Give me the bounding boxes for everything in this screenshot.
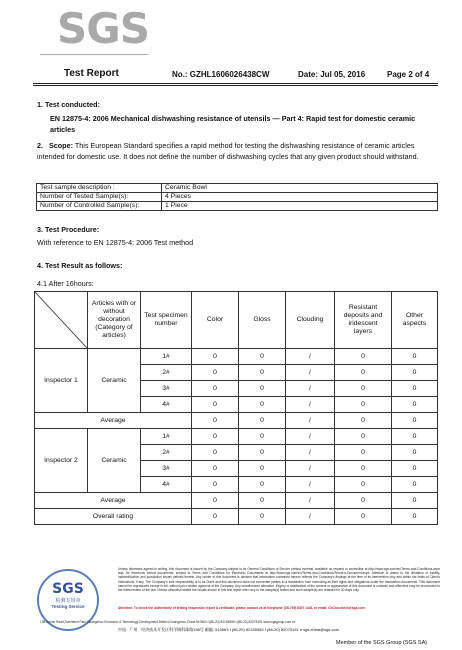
value-cell: 0: [192, 493, 239, 509]
average-row: [35, 493, 438, 509]
value-cell: 0: [335, 397, 392, 413]
value-cell: 0: [239, 477, 286, 493]
logo-underline: [40, 54, 148, 55]
value-cell: 0: [392, 381, 438, 397]
value-cell: 0: [239, 429, 286, 445]
section-2: [37, 141, 437, 162]
specimen-cell: 3#: [141, 381, 192, 397]
sgs-member-text: Member of the SGS Group (SGS SA): [336, 640, 428, 646]
col-header-clouding: Clouding: [286, 292, 335, 349]
value-cell: 0: [192, 461, 239, 477]
disclaimer-text: Unless otherwise agreed in writing, this document is issued by the Company subject to its General Conditions of Service printed overleaf, available on request or accessible at http://www.sgs.com/en/Terms-and-Conditions.aspx and, for electronic format documents, subject to Terms and Conditions for Electronic Documents at http://www.sgs.com/en/Terms-and-Conditions/Terms-e-Document.aspx. Attention is drawn to the limitation of liability, indemnification and jurisdiction issues defined therein. Any holder of this document is advised that information contained hereon reflects the Company's findings at the time of its intervention only and within the limits of Client's instructions, if any. The Company's sole responsibility is to its Client and this document does not exonerate parties to a transaction from exercising all their rights and obligations under the transaction documents. This document cannot be reproduced except in full, without prior written approval of the Company. Any unauthorized alteration, forgery or falsification of the content or appearance of this document is unlawful and offenders may be prosecuted to the fullest extent of the law. Unless otherwise stated the results shown in this test report refer only to the sample(s) tested and such sample(s) are retained for 30 days only.: [118, 567, 440, 593]
diagonal-line: [35, 292, 87, 348]
col-header-category: Articles with or without decoration (Category of articles): [88, 292, 141, 349]
report-title: Test Report: [64, 68, 119, 79]
seal-logo: SGS: [52, 581, 84, 597]
specimen-cell: 1#: [141, 429, 192, 445]
authenticity-notice: Attention: To check the authenticity of testing /inspection report & certificate, please contact us at telephone: (86-755) 8307 1443, or email: CN.Doccheck@sgs.com: [118, 606, 365, 610]
value-cell: /: [286, 349, 335, 365]
inspector-2-label: Inspector 2: [35, 429, 88, 493]
section-3-text: With reference to EN 12875-4: 2006 Test method: [37, 238, 194, 247]
value-cell: 0: [335, 461, 392, 477]
value-cell: 0: [392, 349, 438, 365]
value-cell: 0: [239, 509, 286, 525]
corner-cell: [35, 292, 88, 349]
value-cell: 0: [192, 381, 239, 397]
seal-cn-text: 检测专用章: [55, 598, 81, 604]
value-cell: 0: [335, 349, 392, 365]
value-cell: 0: [335, 509, 392, 525]
header-divider: [33, 83, 438, 84]
value-cell: 0: [335, 429, 392, 445]
value-cell: 0: [192, 365, 239, 381]
specimen-cell: 4#: [141, 397, 192, 413]
info-value: 1 Piece: [162, 202, 438, 211]
value-cell: 0: [392, 493, 438, 509]
value-cell: 0: [239, 381, 286, 397]
table-row: [35, 349, 438, 365]
value-cell: /: [286, 413, 335, 429]
value-cell: /: [286, 445, 335, 461]
value-cell: 0: [392, 477, 438, 493]
section-2-label: Scope:: [49, 141, 73, 150]
specimen-cell: 4#: [141, 477, 192, 493]
col-header-gloss: Gloss: [239, 292, 286, 349]
category-cell: Ceramic: [88, 429, 141, 493]
value-cell: 0: [239, 397, 286, 413]
value-cell: 0: [335, 477, 392, 493]
section-1-text: EN 12875-4: 2006 Mechanical dishwashing resistance of utensils — Part 4: Rapid test for domestic ceramic articles: [50, 114, 416, 134]
value-cell: 0: [392, 365, 438, 381]
value-cell: 0: [239, 349, 286, 365]
section-4-heading: 4. Test Result as follows:: [37, 261, 123, 270]
value-cell: 0: [192, 349, 239, 365]
value-cell: /: [286, 397, 335, 413]
section-1-heading: 1. Test conducted:: [37, 100, 100, 109]
value-cell: 0: [192, 413, 239, 429]
info-label: Number of Tested Sample(s):: [37, 193, 162, 202]
value-cell: 0: [192, 397, 239, 413]
value-cell: 0: [239, 445, 286, 461]
info-value: Ceramic Bowl: [162, 184, 438, 193]
table-row: [35, 429, 438, 445]
info-value: 4 Pieces: [162, 193, 438, 202]
value-cell: 0: [239, 461, 286, 477]
value-cell: 0: [392, 445, 438, 461]
inspector-1-label: Inspector 1: [35, 349, 88, 413]
value-cell: 0: [192, 509, 239, 525]
table-row: [37, 202, 438, 211]
section-2-number: 2.: [37, 141, 43, 150]
col-header-other: Other aspects: [392, 292, 438, 349]
overall-row: [35, 509, 438, 525]
col-header-color: Color: [192, 292, 239, 349]
value-cell: /: [286, 461, 335, 477]
value-cell: 0: [392, 509, 438, 525]
overall-label: Overall rating: [35, 509, 192, 525]
value-cell: 0: [192, 445, 239, 461]
value-cell: 0: [392, 397, 438, 413]
sgs-logo: SGS: [57, 4, 149, 53]
average-row: [35, 413, 438, 429]
header-divider-2: [33, 85, 438, 86]
category-cell: Ceramic: [88, 349, 141, 413]
sample-info-table: [36, 183, 438, 211]
value-cell: 0: [239, 493, 286, 509]
value-cell: /: [286, 509, 335, 525]
value-cell: 0: [192, 477, 239, 493]
value-cell: 0: [335, 365, 392, 381]
specimen-cell: 2#: [141, 365, 192, 381]
value-cell: 0: [239, 365, 286, 381]
value-cell: /: [286, 477, 335, 493]
page-number: Page 2 of 4: [387, 70, 430, 79]
value-cell: 0: [392, 413, 438, 429]
report-number: No.: GZHL1606026438CW: [172, 70, 270, 79]
table-row: [37, 193, 438, 202]
table-row: [37, 184, 438, 193]
value-cell: 0: [335, 493, 392, 509]
address-english: 198 Kezhu Road,Scientech Park Guangzhou Economic & Technology Development District,Guangzhou,China 510663 t (86-20) 82155555 f (86-20) 82075191 www.sgsgroup.com.cn: [40, 620, 296, 624]
info-label: Test sample description :: [37, 184, 162, 193]
value-cell: 0: [335, 381, 392, 397]
col-header-specimen: Test specimen number: [141, 292, 192, 349]
specimen-cell: 3#: [141, 461, 192, 477]
section-3-heading: 3. Test Procedure:: [37, 225, 100, 234]
report-date: Date: Jul 05, 2016: [298, 70, 366, 79]
value-cell: 0: [335, 445, 392, 461]
section-4-subheading: 4.1 After 16hours:: [37, 279, 94, 288]
section-2-text: This European Standard specifies a rapid method for testing the dishwashing resistance of ceramic articles intended for domestic use. It does not define the number of dishwashing cycles that any given product should withstand.: [37, 141, 419, 161]
value-cell: 0: [335, 413, 392, 429]
value-cell: /: [286, 493, 335, 509]
value-cell: 0: [392, 461, 438, 477]
seal-en-text: Testing Service: [51, 604, 85, 609]
info-label: Number of Controlled Sample(s):: [37, 202, 162, 211]
value-cell: 0: [392, 429, 438, 445]
value-cell: 0: [239, 413, 286, 429]
average-label: Average: [35, 493, 192, 509]
results-table: [34, 291, 438, 525]
col-header-deposits: Resistant deposits and iridescent layers: [335, 292, 392, 349]
average-label: Average: [35, 413, 192, 429]
value-cell: 0: [192, 429, 239, 445]
value-cell: /: [286, 365, 335, 381]
value-cell: /: [286, 429, 335, 445]
address-chinese: 中国 · 广州 · 经济技术开发区科学城科珠路198号 邮编: 510663 t (86-20) 82155555 f (86-20) 82075191 e sgs.china@sgs.com: [118, 627, 340, 632]
table-header-row: [35, 292, 438, 349]
specimen-cell: 2#: [141, 445, 192, 461]
specimen-cell: 1#: [141, 349, 192, 365]
value-cell: /: [286, 381, 335, 397]
